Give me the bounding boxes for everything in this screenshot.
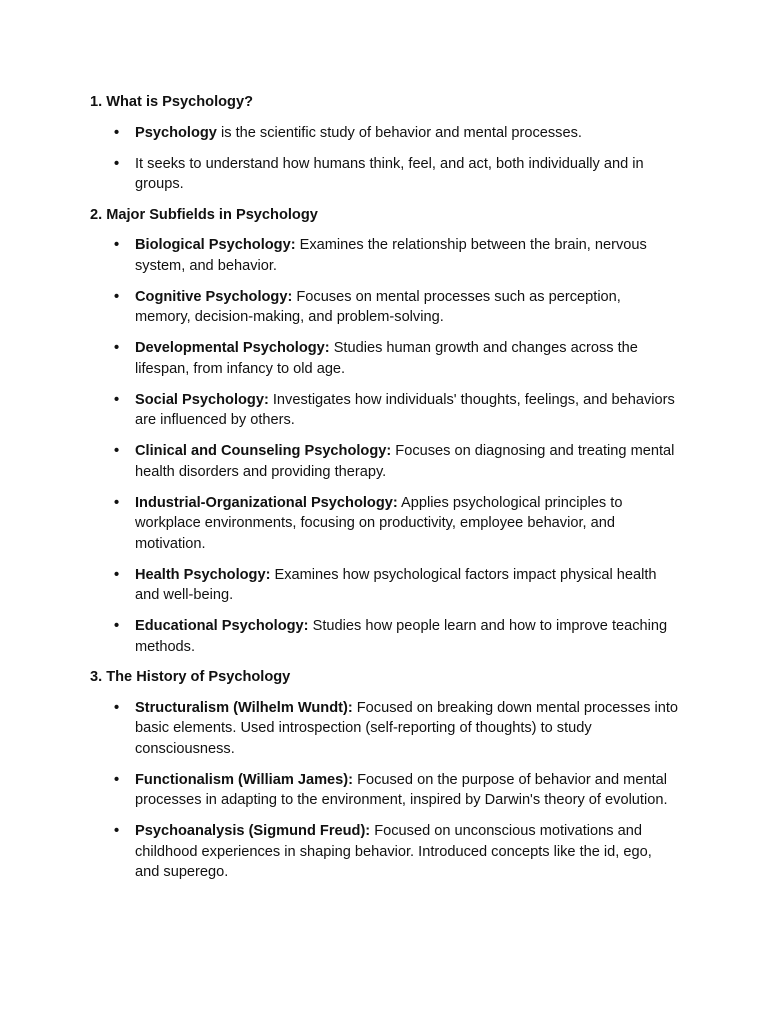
bullet-icon: • xyxy=(114,494,120,511)
bullet-list xyxy=(90,698,680,883)
item-text: It seeks to understand how humans think, feel, and act, both individually and in groups. xyxy=(135,155,644,192)
list-item xyxy=(90,698,680,760)
item-text: Studies how people learn and how to improve teaching methods. xyxy=(135,618,668,655)
bullet-icon: • xyxy=(114,823,120,839)
item-term: Functionalism (William James): xyxy=(135,771,354,788)
item-term: Psychology xyxy=(135,124,217,141)
item-term: Cognitive Psychology: xyxy=(135,288,293,305)
bullet-icon: • xyxy=(114,237,120,253)
item-term: Health Psychology: xyxy=(135,566,271,583)
list-item xyxy=(90,390,680,431)
item-text: Examines how psychological factors impact physical health and well-being. xyxy=(135,566,657,603)
item-text: Focused on unconscious motivations and childhood experiences in shaping behavior. Introduced concepts like the id, ego, and superego. xyxy=(135,823,652,880)
item-term: Educational Psychology: xyxy=(135,618,309,634)
list-item xyxy=(90,338,680,379)
section-heading: 2. Major Subfields in Psychology xyxy=(90,206,318,223)
item-text: Focused on the purpose of behavior and mental processes in adapting to the environment, inspired by Darwin's theory of evolution. xyxy=(135,771,668,808)
list-item xyxy=(90,616,680,657)
list-item xyxy=(90,770,680,811)
list-item xyxy=(90,565,680,606)
bullet-list xyxy=(90,123,680,195)
bullet-icon: • xyxy=(114,340,120,356)
list-item xyxy=(90,154,680,195)
item-term: Psychoanalysis (Sigmund Freud): xyxy=(135,823,371,839)
item-text: Investigates how individuals' thoughts, feelings, and behaviors are influenced by others. xyxy=(135,391,675,428)
list-item xyxy=(90,123,680,144)
item-text: Applies psychological principles to workplace environments, focusing on productivity, employee behavior, and motivation. xyxy=(135,494,623,552)
bullet-icon: • xyxy=(114,391,120,408)
bullet-icon: • xyxy=(114,443,120,459)
section-heading: 3. The History of Psychology xyxy=(90,669,291,685)
bullet-icon: • xyxy=(114,618,120,634)
bullet-icon: • xyxy=(114,155,120,172)
item-text: Focuses on diagnosing and treating mental health disorders and providing therapy. xyxy=(135,443,675,480)
bullet-icon: • xyxy=(114,699,120,716)
list-item xyxy=(90,235,680,276)
item-text: Focused on breaking down mental processes into basic elements. Used introspection (self-reporting of thoughts) to study consciousness. xyxy=(135,699,679,757)
item-term: Developmental Psychology: xyxy=(135,340,330,356)
list-item xyxy=(90,441,680,482)
bullet-list xyxy=(90,235,680,657)
item-text: Studies human growth and changes across the lifespan, from infancy to old age. xyxy=(135,340,638,377)
bullet-icon: • xyxy=(114,288,120,305)
item-term: Biological Psychology: xyxy=(135,237,296,253)
item-term: Structuralism (Wilhelm Wundt): xyxy=(135,699,353,716)
bullet-icon: • xyxy=(114,771,120,788)
bullet-icon: • xyxy=(114,566,120,583)
list-item xyxy=(90,493,680,555)
item-text: Focuses on mental processes such as perception, memory, decision-making, and problem-solving. xyxy=(135,288,621,325)
list-item xyxy=(90,287,680,328)
item-text: is the scientific study of behavior and mental processes. xyxy=(216,124,582,141)
item-term: Clinical and Counseling Psychology: xyxy=(135,443,392,459)
item-term: Industrial-Organizational Psychology: xyxy=(135,494,398,511)
item-term: Social Psychology: xyxy=(135,391,269,408)
item-text: Examines the relationship between the brain, nervous system, and behavior. xyxy=(135,237,647,274)
section-heading: 1. What is Psychology? xyxy=(90,94,253,110)
list-item xyxy=(90,821,680,883)
document-content xyxy=(90,92,680,893)
bullet-icon: • xyxy=(114,124,120,141)
